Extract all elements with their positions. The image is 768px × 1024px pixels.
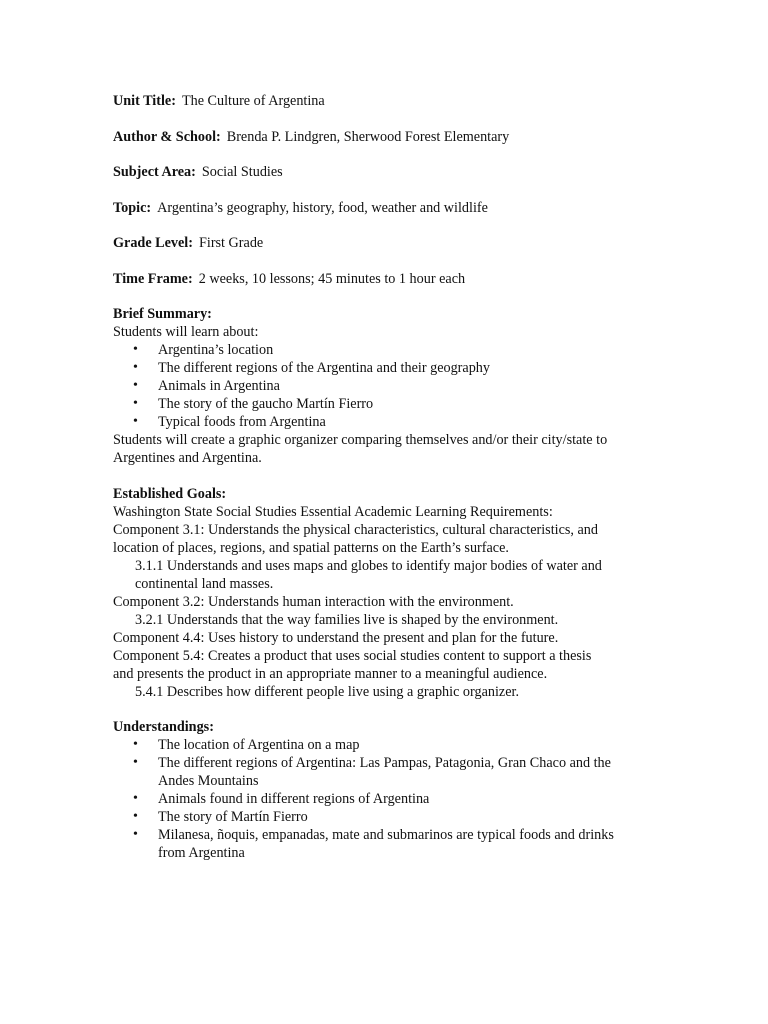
list-item-text: The different regions of Argentina: Las Pampas, Patagonia, Gran Chaco and the (158, 755, 611, 771)
list-item-text: Typical foods from Argentina (158, 414, 326, 430)
unit-title-field (113, 92, 653, 110)
goals-line: 3.1.1 Understands and uses maps and globes to identify major bodies of water and (135, 557, 602, 574)
list-item (113, 341, 653, 359)
field-value: The Culture of Argentina (181, 93, 325, 109)
list-item-text: The location of Argentina on a map (158, 737, 360, 753)
goals-line: continental land masses. (135, 575, 274, 592)
field-value: Social Studies (201, 164, 283, 180)
brief-summary-section (113, 305, 653, 467)
list-item-text: The different regions of the Argentina and their geography (158, 360, 490, 376)
bullet-icon: • (133, 360, 138, 375)
understandings-heading: Understandings: (113, 719, 214, 735)
list-item-text: Animals in Argentina (158, 378, 280, 394)
list-item (113, 790, 653, 808)
bullet-icon: • (133, 414, 138, 429)
time-frame-field (113, 270, 653, 288)
field-label: Topic: (113, 199, 152, 216)
bullet-icon: • (133, 378, 138, 393)
author-school-field (113, 128, 653, 146)
list-item (113, 395, 653, 413)
subject-area-field (113, 163, 653, 181)
bullet-icon: • (133, 396, 138, 411)
field-label: Time Frame: (113, 270, 193, 287)
list-item-text: Milanesa, ñoquis, empanadas, mate and submarinos are typical foods and drinks (158, 827, 614, 843)
field-label: Unit Title: (113, 93, 176, 109)
field-value: Argentina’s geography, history, food, weather and wildlife (157, 199, 488, 216)
field-value: First Grade (198, 235, 264, 251)
topic-field (113, 199, 653, 217)
list-item (113, 377, 653, 395)
bullet-icon: • (133, 791, 138, 806)
spacer (113, 701, 653, 719)
brief-summary-intro: Students will learn about: (113, 324, 259, 340)
brief-summary-closing-line: Students will create a graphic organizer comparing themselves and/or their city/state to (113, 432, 608, 448)
bullet-icon: • (133, 809, 138, 824)
bullet-icon: • (133, 737, 138, 752)
brief-summary-list (113, 341, 653, 431)
field-value: Brenda P. Lindgren, Sherwood Forest Elementary (226, 128, 510, 145)
list-item (113, 826, 653, 862)
field-label: Subject Area: (113, 164, 196, 180)
goals-line: 5.4.1 Describes how different people live using a graphic organizer. (135, 683, 519, 700)
list-item-text-continued: Andes Mountains (158, 773, 259, 789)
goals-line: Component 5.4: Creates a product that uses social studies content to support a thesis (113, 647, 592, 664)
goals-line: 3.2.1 Understands that the way families live is shaped by the environment. (135, 611, 559, 628)
list-item-text-continued: from Argentina (158, 845, 245, 861)
list-item (113, 808, 653, 826)
goals-line: and presents the product in an appropriate manner to a meaningful audience. (113, 665, 548, 682)
established-goals-heading: Established Goals: (113, 485, 227, 502)
list-item (113, 754, 653, 790)
list-item-text: The story of the gaucho Martín Fierro (158, 396, 374, 412)
goals-line: Component 3.2: Understands human interaction with the environment. (113, 593, 514, 610)
spacer (113, 467, 653, 485)
understandings-list (113, 736, 653, 862)
bullet-icon: • (133, 827, 138, 842)
field-value: 2 weeks, 10 lessons; 45 minutes to 1 hour each (198, 270, 466, 287)
field-label: Author & School: (113, 128, 221, 145)
grade-level-field (113, 234, 653, 252)
goals-line: Component 4.4: Uses history to understand the present and plan for the future. (113, 629, 559, 646)
established-goals-section (113, 485, 653, 701)
bullet-icon: • (133, 342, 138, 357)
goals-line: Washington State Social Studies Essential Academic Learning Requirements: (113, 503, 553, 520)
field-label: Grade Level: (113, 235, 193, 251)
list-item-text: The story of Martín Fierro (158, 809, 308, 825)
brief-summary-heading: Brief Summary: (113, 306, 212, 322)
list-item (113, 413, 653, 431)
bullet-icon: • (133, 755, 138, 770)
list-item-text: Argentina’s location (158, 342, 274, 358)
document-page (113, 92, 653, 862)
goals-line: Component 3.1: Understands the physical characteristics, cultural characteristics, and (113, 521, 598, 538)
understandings-section (113, 718, 653, 862)
goals-line: location of places, regions, and spatial patterns on the Earth’s surface. (113, 539, 509, 556)
list-item (113, 736, 653, 754)
list-item-text: Animals found in different regions of Argentina (158, 791, 430, 807)
list-item (113, 359, 653, 377)
brief-summary-closing-line: Argentines and Argentina. (113, 450, 262, 466)
